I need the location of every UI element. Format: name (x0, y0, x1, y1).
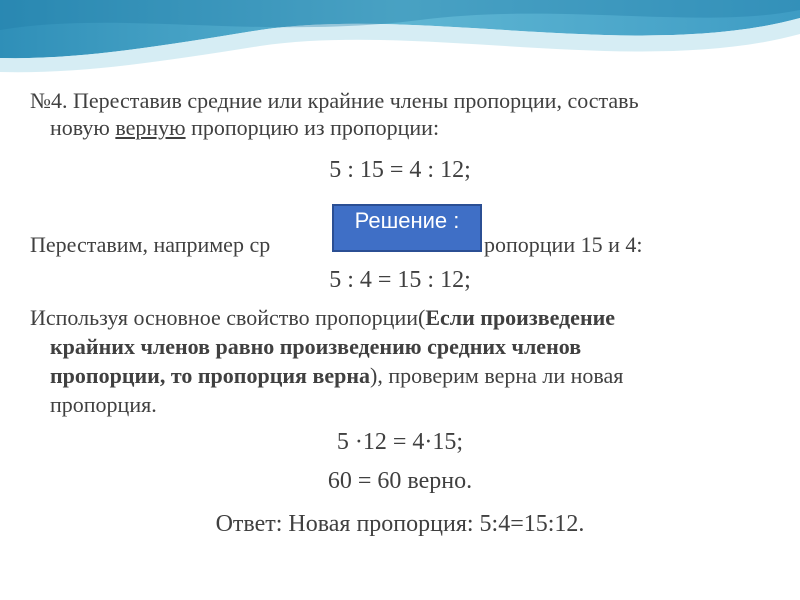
task-text-2a: новую (50, 115, 116, 140)
slide-header-decoration (0, 0, 800, 80)
task-line-1 (30, 88, 639, 114)
task-underlined-word: верную (115, 115, 186, 140)
step2-line-3 (50, 363, 623, 389)
check-equation-1: 5 ·12 = 4·15; (336, 429, 464, 455)
step1-text-right: ропорции 15 и 4: (484, 232, 643, 257)
task-line-2 (50, 115, 439, 141)
step2-text-3: ), проверим верна ли новая (370, 363, 624, 388)
task-equation: 5 : 15 = 4 : 12; (329, 157, 471, 183)
step1-equation: 5 : 4 = 15 : 12; (329, 267, 471, 293)
task-text-2b: пропорцию из пропорции: (185, 115, 440, 140)
step2-text-1a: Используя основное свойство пропорции( (30, 305, 426, 330)
step1-text-left: Переставим, например ср (30, 232, 271, 257)
answer-line: Ответ: Новая пропорция: 5:4=15:12. (215, 511, 585, 537)
step2-line-1 (30, 305, 615, 331)
check-equation-2: 60 = 60 верно. (327, 468, 473, 494)
solution-button[interactable] (332, 204, 482, 252)
step2-bold-1: Если произведение (425, 305, 616, 330)
step2-bold-3: пропорции, то пропорция верна (50, 363, 370, 388)
step2-line-2: крайних членов равно произведению средних членов (50, 334, 582, 359)
solution-button-label: Решение : (354, 208, 460, 233)
step2-line-4: пропорция. (50, 392, 157, 417)
task-text-1: №4. Переставив средние или крайние члены пропорции, составь (30, 88, 639, 113)
